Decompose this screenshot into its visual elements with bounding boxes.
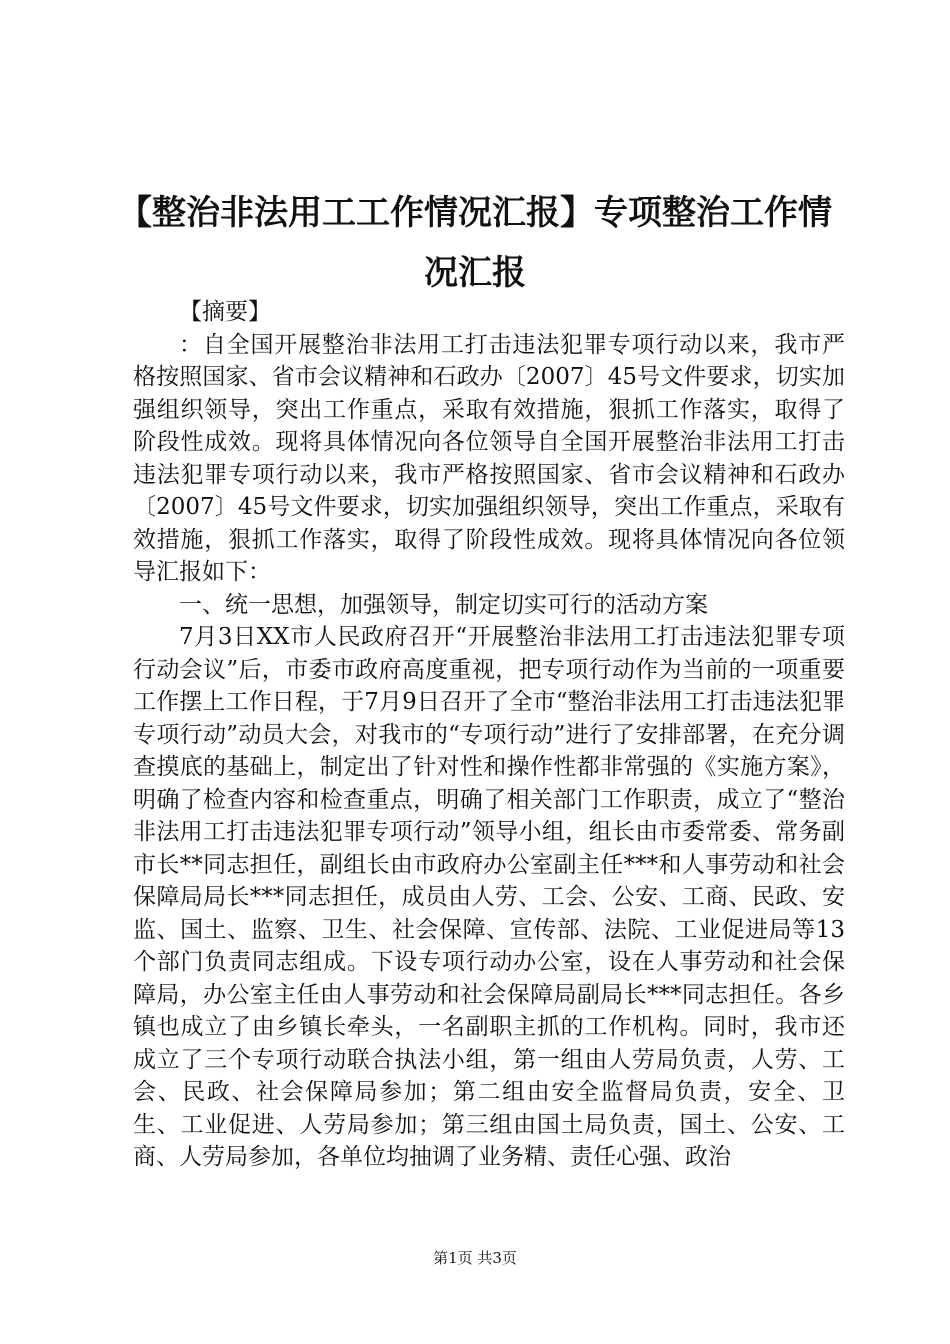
abstract-label: 【摘要】 bbox=[179, 299, 271, 325]
paragraph-section-1: 7月3日XX市人民政府召开“开展整治非法用工打击违法犯罪专项行动会议”后，市委市政府高度重视，把专项行动作为当前的一项重要工作摆上工作日程，于7月9日召开了全市“整治非法用工打击违法犯罪专项行动”动员大会，对我市的“专项行动”进行了安排部署，在充分调查摸底的基础上，制定出了针对性和操作性都非常强的《实施方案》，明确了检查内容和检查重点，明确了相关部门工作职责，成立了“整治非法用工打击违法犯罪专项行动”领导小组，组长由市委常委、常务副市长**同志担任，副组长由市政府办公室副主任***和人事劳动和社会保障局局长***同志担任，成员由人劳、工会、公安、工商、民政、安监、国土、监察、卫生、社会保障、宣传部、法院、工业促进局等13个部门负责同志组成。下设专项行动办公室，设在人事劳动和社会保障局，办公室主任由人事劳动和社会保障局副局长***同志担任。各乡镇也成立了由乡镇长牵头，一名副职主抓的工作机构。同时，我市还成立了三个专项行动联合执法小组，第一组由人劳局负责，人劳、工会、民政、社会保障局参加；第二组由安全监督局负责，安全、卫生、工业促进、人劳局参加；第三组由国土局负责，国土、公安、工商、人劳局参加，各单位均抽调了业务精、责任心强、政治 bbox=[133, 624, 845, 1170]
document-title: 【整治非法用工工作情况汇报】专项整治工作情况汇报 bbox=[118, 193, 832, 293]
document-body bbox=[133, 296, 845, 1174]
page-footer: 第1页 共3页 bbox=[433, 1249, 517, 1267]
paragraph-abstract: ：自全国开展整治非法用工打击违法犯罪专项行动以来，我市严格按照国家、省市会议精神和石政办〔2007〕45号文件要求，切实加强组织领导，突出工作重点，采取有效措施，狠抓工作落实，取得了阶段性成效。现将具体情况向各位领导自全国开展整治非法用工打击违法犯罪专项行动以来，我市严格按照国家、省市会议精神和石政办〔2007〕45号文件要求，切实加强组织领导，突出工作重点，采取有效措施，狠抓工作落实，取得了阶段性成效。现将具体情况向各位领导汇报如下： bbox=[133, 331, 845, 585]
section-heading-1: 一、统一思想，加强领导，制定切实可行的活动方案 bbox=[179, 591, 708, 618]
